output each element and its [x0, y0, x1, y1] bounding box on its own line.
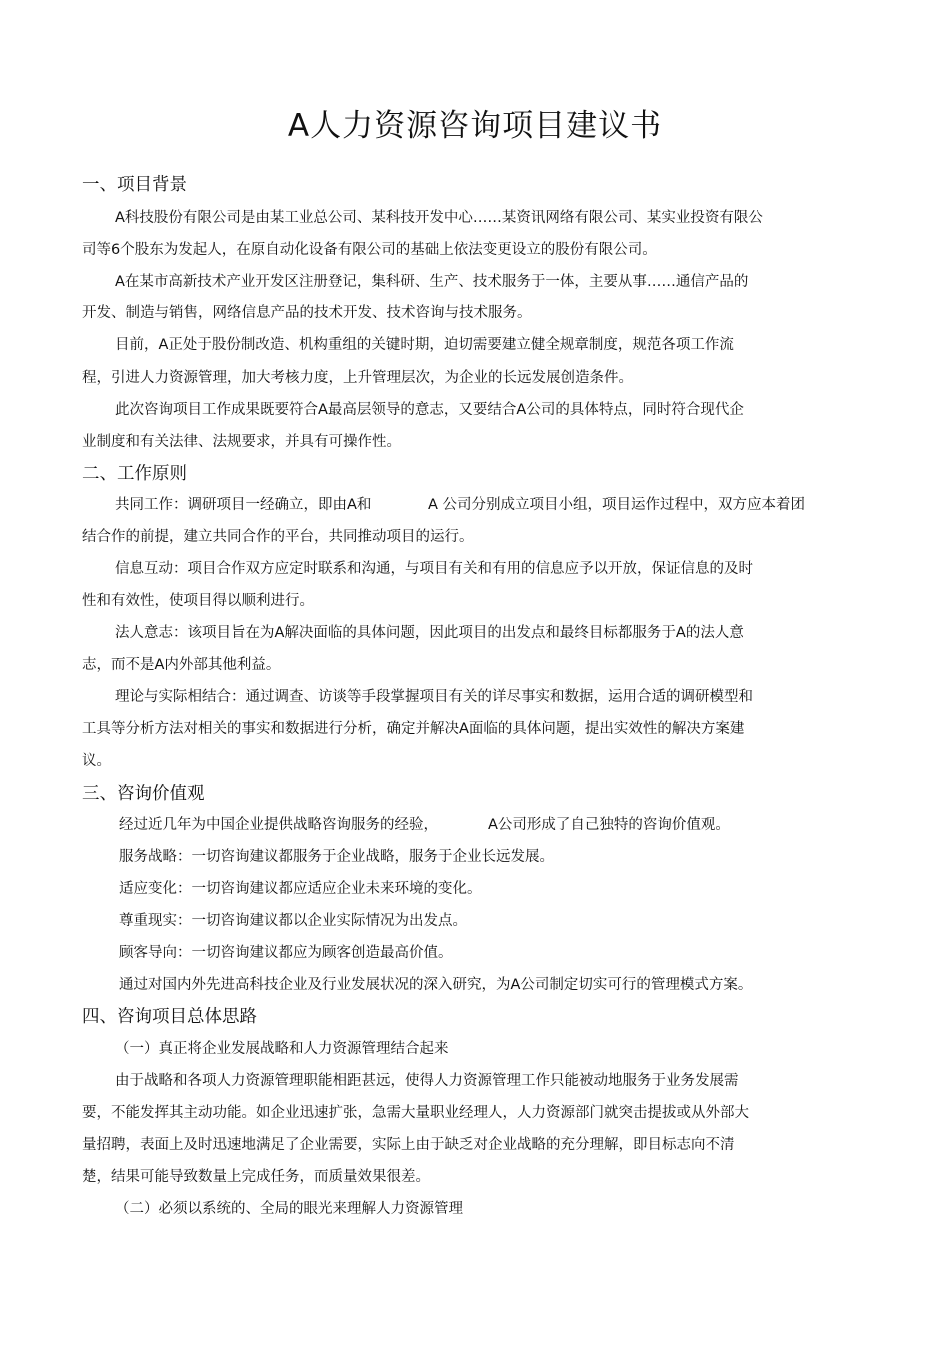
paragraph-line: 尊重现实：一切咨询建议都以企业实际情况为出发点。: [119, 913, 467, 929]
subheading-line: （一）真正将企业发展战略和人力资源管理结合起来: [115, 1041, 449, 1057]
paragraph-line: 理论与实际相结合：通过调查、访谈等手段掌握项目有关的详尽事实和数据，运用合适的调研模型和: [115, 689, 753, 705]
document-title: A人力资源咨询项目建议书: [287, 108, 663, 144]
paragraph-line: 通过对国内外先进高科技企业及行业发展状况的深入研究，为A公司制定切实可行的管理模式方案。: [119, 977, 753, 993]
paragraph-line: 信息互动：项目合作双方应定时联系和沟通，与项目有关和有用的信息应予以开放，保证信息的及时: [115, 561, 753, 577]
paragraph-line: 服务战略：一切咨询建议都服务于企业战略，服务于企业长远发展。: [119, 849, 554, 865]
section-heading-values: 三、咨询价值观: [82, 784, 205, 804]
paragraph-line: 业制度和有关法律、法规要求，并具有可操作性。: [82, 434, 401, 450]
paragraph-line: 楚，结果可能导致数量上完成任务，而质量效果很差。: [82, 1169, 430, 1185]
paragraph-line: 结合作的前提，建立共同合作的平台，共同推动项目的运行。: [82, 529, 474, 545]
subheading-line: （二）必须以系统的、全局的眼光来理解人力资源管理: [115, 1201, 463, 1217]
paragraph-line: 共同工作：调研项目一经确立，即由A和: [115, 497, 372, 513]
paragraph-line: A在某市高新技术产业开发区注册登记，集科研、生产、技术服务于一体，主要从事……通信产品的: [115, 274, 749, 290]
paragraph-line: 性和有效性，使项目得以顺利进行。: [82, 593, 314, 609]
paragraph-line: A公司形成了自己独特的咨询价值观。: [488, 817, 730, 833]
paragraph-line: A 公司分别成立项目小组，项目运作过程中，双方应本着团: [428, 497, 806, 513]
paragraph-line: A科技股份有限公司是由某工业总公司、某科技开发中心……某资讯网络有限公司、某实业投资有限公: [115, 210, 763, 226]
paragraph-line: 程，引进人力资源管理，加大考核力度，上升管理层次，为企业的长远发展创造条件。: [82, 370, 633, 386]
section-heading-background: 一、项目背景: [82, 175, 187, 195]
paragraph-line: 适应变化：一切咨询建议都应适应企业未来环境的变化。: [119, 881, 482, 897]
paragraph-line: 此次咨询项目工作成果既要符合A最高层领导的意志，又要结合A公司的具体特点，同时符合现代企: [115, 402, 744, 418]
paragraph-line: 要，不能发挥其主动功能。如企业迅速扩张，急需大量职业经理人，人力资源部门就突击提拔或从外部大: [82, 1105, 749, 1121]
paragraph-line: 议。: [82, 753, 111, 769]
paragraph-line: 工具等分析方法对相关的事实和数据进行分析，确定并解决A面临的具体问题，提出实效性的解决方案建: [82, 721, 745, 737]
section-heading-approach: 四、咨询项目总体思路: [82, 1007, 257, 1027]
paragraph-line: 目前，A正处于股份制改造、机构重组的关键时期，迫切需要建立健全规章制度，规范各项工作流: [115, 337, 734, 353]
paragraph-line: 开发、制造与销售，网络信息产品的技术开发、技术咨询与技术服务。: [82, 305, 532, 321]
paragraph-line: 法人意志：该项目旨在为A解决面临的具体问题，因此项目的出发点和最终目标都服务于A的法人意: [115, 625, 744, 641]
paragraph-line: 司等6个股东为发起人，在原自动化设备有限公司的基础上依法变更设立的股份有限公司。: [82, 242, 657, 258]
paragraph-line: 经过近几年为中国企业提供战略咨询服务的经验，: [119, 817, 438, 833]
paragraph-line: 由于战略和各项人力资源管理职能相距甚远，使得人力资源管理工作只能被动地服务于业务发展需: [115, 1073, 739, 1089]
paragraph-line: 量招聘，表面上及时迅速地满足了企业需要，实际上由于缺乏对企业战略的充分理解，即目标志向不清: [82, 1137, 735, 1153]
section-heading-principles: 二、工作原则: [82, 464, 187, 484]
paragraph-line: 志，而不是A内外部其他利益。: [82, 657, 281, 673]
paragraph-line: 顾客导向：一切咨询建议都应为顾客创造最高价值。: [119, 945, 453, 961]
